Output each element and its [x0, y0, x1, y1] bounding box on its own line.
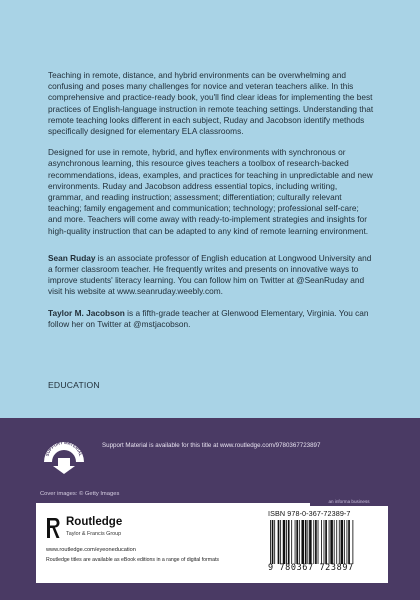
- publisher-group: Taylor & Francis Group: [66, 531, 122, 537]
- barcode-bar: [291, 520, 292, 564]
- barcode-bar: [339, 520, 340, 564]
- barcode-bar: [325, 520, 327, 564]
- barcode-bar: [352, 520, 353, 564]
- barcode-bar: [288, 520, 290, 564]
- barcode-bar: [334, 520, 335, 564]
- cover-image-credit: Cover images: © Getty Images: [40, 491, 120, 497]
- barcode-bar: [301, 520, 304, 564]
- barcode-bar: [305, 520, 307, 564]
- author-bio-text-2: is a fifth-grade teacher at Glenwood Elementary, Virginia. You can follow her on Twitter at @mstjacobson.: [48, 307, 369, 329]
- publisher-url[interactable]: www.routledge.com/eyeoneducation: [46, 547, 136, 553]
- barcode-bar: [299, 520, 300, 564]
- publisher-panel: [36, 499, 388, 583]
- isbn-label: ISBN 978-0-367-72389-7: [268, 509, 351, 518]
- support-badge-text: SUPPORT MATERIAL: [44, 439, 84, 457]
- barcode-bar: [336, 520, 337, 564]
- author-bio-text-1: is an associate professor of English education at Longwood University and a former classroom teacher. He frequently writes and presents on innovative ways to improve students' literacy learning. You can follow him on Twitter at @SeanRuday and visit his website at www.seanruday.weebly.com.: [48, 252, 372, 297]
- routledge-logo-icon: [46, 517, 60, 539]
- barcode-bar: [278, 520, 280, 564]
- description-paragraph-1: Teaching in remote, distance, and hybrid environments can be overwhelming and confusing and poses many challenges for novice and veteran teachers alike. In this comprehensive and practice-ready book, you'll find clear ideas for implementing the best practices of English-language instruction in remote teaching settings. Understanding that remote teaching looks different in each subject, Ruday and Jacobson identify methods specifically designed for elementary ELA classrooms.: [48, 70, 374, 137]
- barcode-bar: [296, 520, 298, 564]
- barcode-bar: [324, 520, 325, 564]
- barcode-bar: [307, 520, 308, 564]
- description-paragraph-2: Designed for use in remote, hybrid, and hyflex environments with synchronous or asynchronous learning, this resource gives teachers a toolbox of research-backed recommendations, ideas, examples, and practices for teaching in unpredictable and new environments. Ruday and Jacobson address essential topics, including writing, grammar, and reading instruction; assessment; differentiation; culturally relevant teaching; family engagement and communication; technology; professional self-care; and more. Teachers will come away with ready-to-implement strategies and insights for high-quality instruction that can be adapted to any kind of remote learning environment.: [48, 147, 373, 236]
- barcode-number: 9 780367 723897: [268, 563, 354, 573]
- ebook-note: Routledge titles are available as eBook editions in a range of digital formats: [46, 557, 220, 563]
- barcode-bar: [283, 520, 286, 564]
- author-bio-2: [48, 308, 374, 330]
- barcode-bar: [309, 520, 312, 564]
- support-material-text: Support Material is available for this title at www.routledge.com/9780367723897: [102, 442, 321, 449]
- barcode-bar: [295, 520, 296, 564]
- barcode-bar: [330, 520, 333, 564]
- publisher-name: Routledge: [66, 516, 123, 528]
- subject-category: EDUCATION: [48, 380, 100, 390]
- author-name-2: Taylor M. Jacobson: [48, 307, 125, 318]
- barcode-bar: [313, 520, 314, 564]
- support-material-notice: [40, 436, 380, 482]
- informa-tag: an informa business: [310, 498, 388, 506]
- support-material-badge-icon: [40, 436, 88, 476]
- book-description: [48, 70, 374, 340]
- barcode-bar: [348, 520, 350, 564]
- barcode-bar: [318, 520, 319, 564]
- barcode-bar: [321, 520, 322, 564]
- barcode-bar: [341, 520, 344, 564]
- barcode-bar: [347, 520, 348, 564]
- barcode-bar: [286, 520, 287, 564]
- barcode-bar: [315, 520, 317, 564]
- author-bio-1: [48, 253, 374, 298]
- barcode-bar: [329, 520, 330, 564]
- barcode-bar: [270, 520, 271, 564]
- barcode-bar: [274, 520, 275, 564]
- barcode-bar: [280, 520, 281, 564]
- author-name-1: Sean Ruday: [48, 252, 96, 263]
- barcode-bar: [272, 520, 274, 564]
- barcode: [268, 520, 380, 564]
- barcode-bar: [344, 520, 345, 564]
